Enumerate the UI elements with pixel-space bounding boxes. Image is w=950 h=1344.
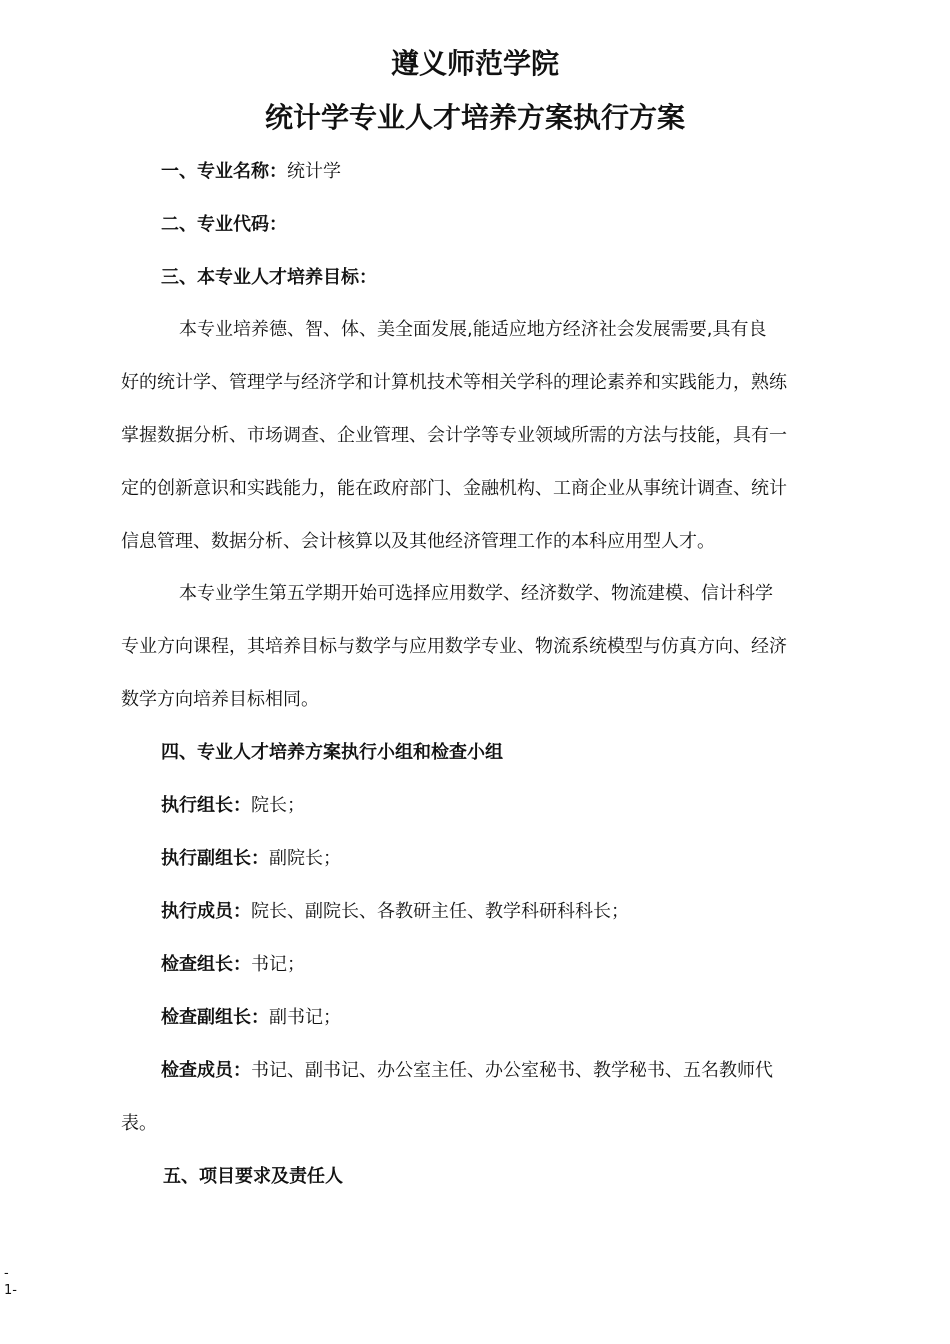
team-role-value: 书记；: [251, 954, 305, 975]
team-role-value: 院长；: [251, 795, 305, 816]
team-role-label: 执行副组长：: [161, 848, 269, 869]
paragraph-line: 定的创新意识和实践能力，能在政府部门、金融机构、工商企业从事统计调查、统计: [121, 478, 787, 499]
paragraph-line: 本专业培养德、智、体、美全面发展,能适应地方经济社会发展需要,具有良: [179, 319, 767, 340]
school-title: 遵义师范学院: [390, 47, 559, 80]
team-role-value: 书记、副书记、办公室主任、办公室秘书、教学秘书、五名教师代: [251, 1060, 773, 1081]
section-team: 四、专业人才培养方案执行小组和检查小组: [161, 742, 503, 763]
paragraph-line: 数学方向培养目标相同。: [121, 689, 319, 710]
paragraph-line: 好的统计学、管理学与经济学和计算机技术等相关学科的理论素养和实践能力，熟练: [121, 372, 787, 393]
team-exec-members: [161, 897, 629, 927]
paragraph-line: 本专业学生第五学期开始可选择应用数学、经济数学、物流建模、信计科学: [179, 583, 773, 604]
team-role-value: 副书记；: [269, 1007, 341, 1028]
document-title: 统计学专业人才培养方案执行方案: [264, 101, 685, 134]
footer-dash: -: [4, 1266, 9, 1281]
team-role-value: 副院长；: [269, 848, 341, 869]
team-check-deputy: [161, 1003, 341, 1033]
team-role-value: 院长、副院长、各教研主任、教学科研科科长；: [251, 901, 629, 922]
team-role-label: 检查副组长：: [161, 1007, 269, 1028]
team-role-label: 检查成员：: [161, 1060, 251, 1081]
section-major-name: [161, 157, 341, 187]
section-requirements: 五、项目要求及责任人: [163, 1166, 343, 1187]
section-major-code: 二、专业代码：: [161, 214, 287, 235]
team-role-label: 检查组长：: [161, 954, 251, 975]
paragraph-line: 专业方向课程，其培养目标与数学与应用数学专业、物流系统模型与仿真方向、经济: [121, 636, 787, 657]
section-training-goal: 三、本专业人才培养目标：: [161, 267, 377, 288]
team-exec-deputy: [161, 844, 341, 874]
team-check-members-cont: 表。: [121, 1113, 157, 1134]
paragraph-line: 信息管理、数据分析、会计核算以及其他经济管理工作的本科应用型人才。: [121, 531, 715, 552]
paragraph-line: 掌握数据分析、市场调查、企业管理、会计学等专业领域所需的方法与技能，具有一: [121, 425, 787, 446]
team-role-label: 执行成员：: [161, 901, 251, 922]
team-exec-leader: [161, 791, 305, 821]
section-label: 一、专业名称：: [161, 161, 287, 182]
page-number: 1-: [4, 1283, 17, 1298]
section-value: 统计学: [287, 161, 341, 182]
team-check-leader: [161, 950, 305, 980]
team-role-label: 执行组长：: [161, 795, 251, 816]
team-check-members: [161, 1056, 773, 1086]
